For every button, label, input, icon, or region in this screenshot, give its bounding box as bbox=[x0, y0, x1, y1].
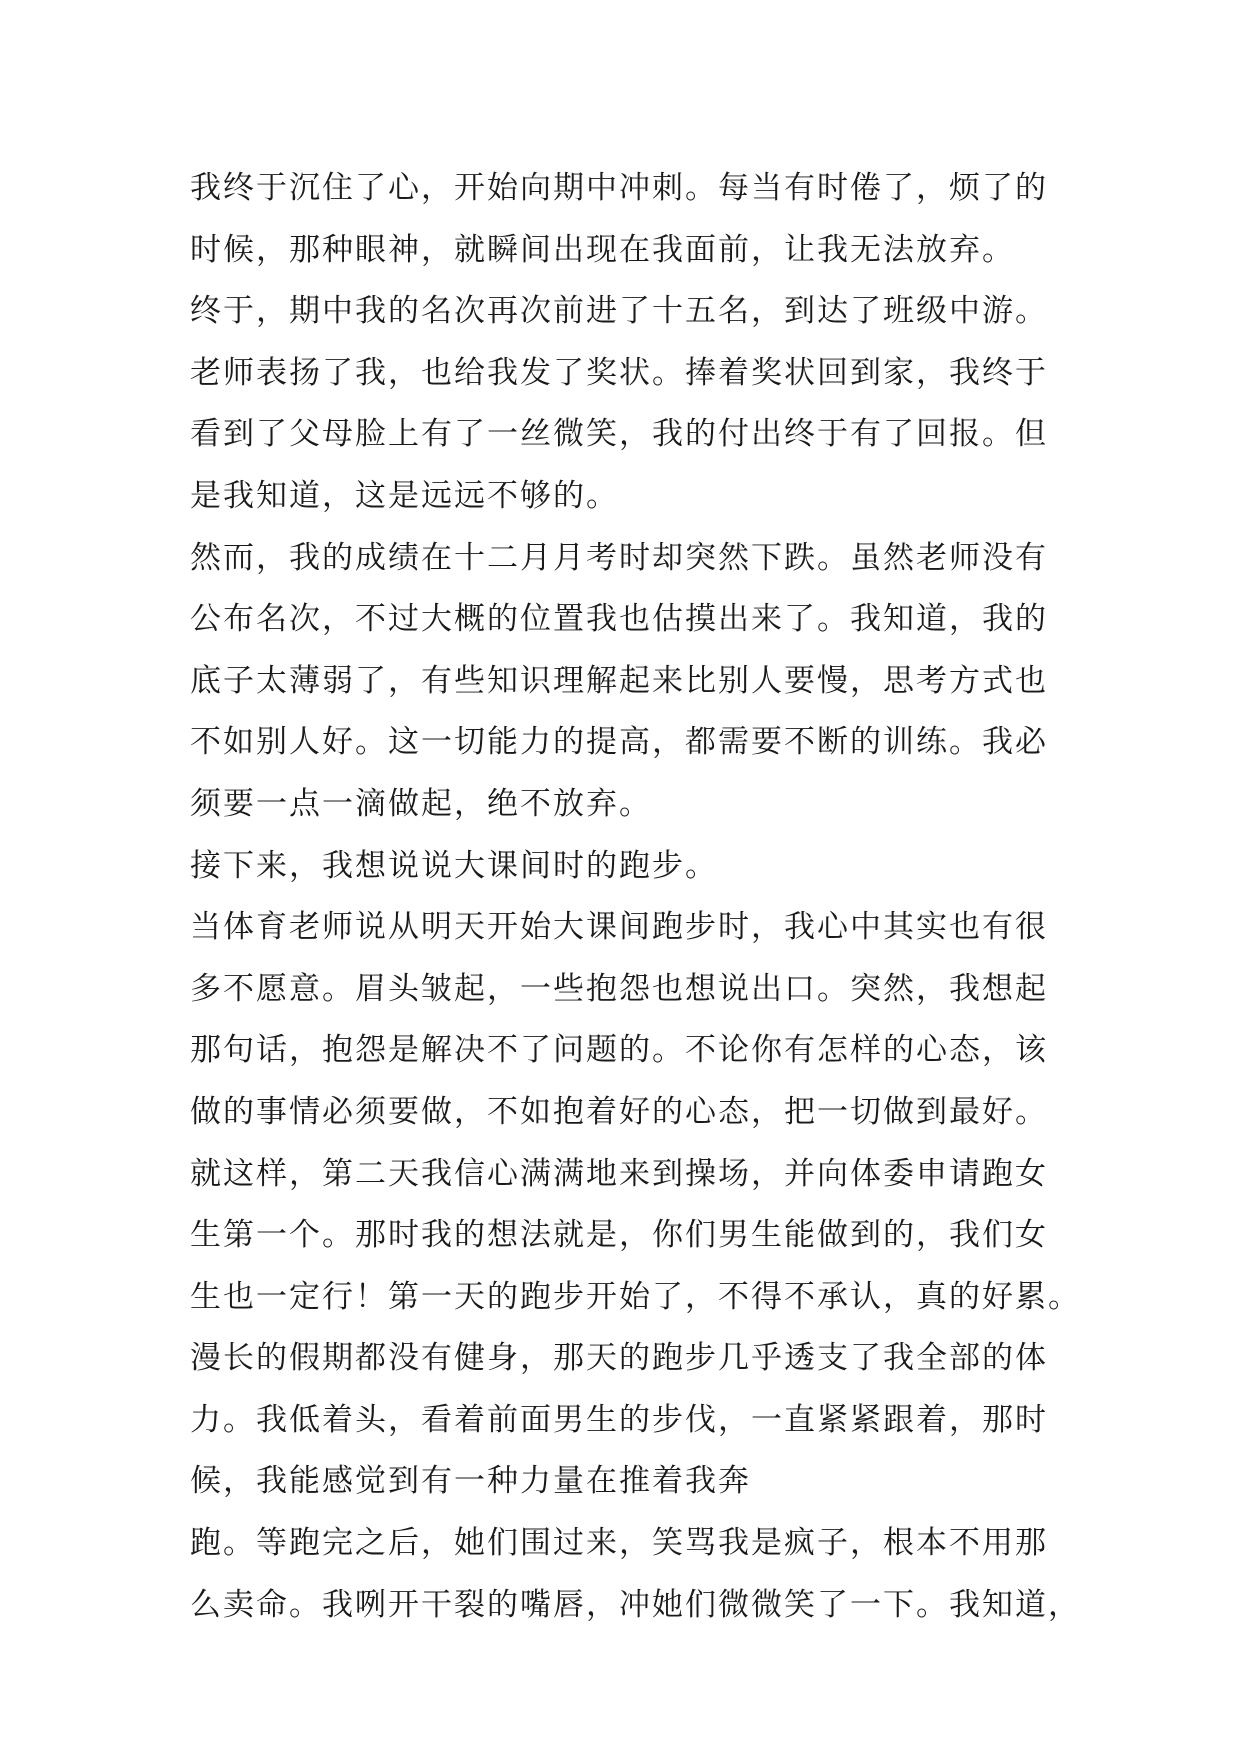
text-line: 候，我能感觉到有一种力量在推着我奔 bbox=[190, 1463, 751, 1500]
text-line: 我终于沉住了心，开始向期中冲刺。每当有时倦了，烦了的 bbox=[190, 170, 1048, 206]
text-line: 做的事情必须要做，不如抱着好的心态，把一切做到最好。 bbox=[190, 1093, 1048, 1130]
text-line: 老师表扬了我，也给我发了奖状。捧着奖状回到家，我终于 bbox=[190, 354, 1048, 391]
text-line: 然而，我的成绩在十二月月考时却突然下跌。虽然老师没有 bbox=[190, 539, 1048, 576]
text-line: 不如别人好。这一切能力的提高，都需要不断的训练。我必 bbox=[190, 724, 1048, 761]
text-line: 生第一个。那时我的想法就是，你们男生能做到的，我们女 bbox=[190, 1217, 1048, 1254]
text-line: 须要一点一滴做起，绝不放弃。 bbox=[190, 785, 652, 822]
text-line: 终于，期中我的名次再次前进了十五名，到达了班级中游。 bbox=[190, 293, 1048, 330]
text-line: 时候，那种眼神，就瞬间出现在我面前，让我无法放弃。 bbox=[190, 231, 1015, 268]
text-line: 生也一定行！第一天的跑步开始了，不得不承认，真的好累。 bbox=[190, 1278, 1081, 1315]
text-line: 底子太薄弱了，有些知识理解起来比别人要慢，思考方式也 bbox=[190, 662, 1048, 699]
text-line: 么卖命。我咧开干裂的嘴唇，冲她们微微笑了一下。我知道， bbox=[190, 1586, 1081, 1623]
text-line: 当体育老师说从明天开始大课间跑步时，我心中其实也有很 bbox=[190, 909, 1048, 946]
text-line: 那句话，抱怨是解决不了问题的。不论你有怎样的心态，该 bbox=[190, 1032, 1048, 1069]
body-text bbox=[190, 158, 1090, 1636]
text-line: 是我知道，这是远远不够的。 bbox=[190, 477, 619, 514]
text-line: 漫长的假期都没有健身，那天的跑步几乎透支了我全部的体 bbox=[190, 1340, 1048, 1377]
text-line: 公布名次，不过大概的位置我也估摸出来了。我知道，我的 bbox=[190, 601, 1048, 638]
text-line: 接下来，我想说说大课间时的跑步。 bbox=[190, 847, 718, 884]
text-line: 跑。等跑完之后，她们围过来，笑骂我是疯子，根本不用那 bbox=[190, 1525, 1048, 1562]
text-line: 多不愿意。眉头皱起，一些抱怨也想说出口。突然，我想起 bbox=[190, 970, 1048, 1007]
text-line: 就这样，第二天我信心满满地来到操场，并向体委申请跑女 bbox=[190, 1155, 1048, 1192]
text-line: 看到了父母脸上有了一丝微笑，我的付出终于有了回报。但 bbox=[190, 416, 1048, 453]
text-line: 力。我低着头，看着前面男生的步伐，一直紧紧跟着，那时 bbox=[190, 1401, 1048, 1438]
